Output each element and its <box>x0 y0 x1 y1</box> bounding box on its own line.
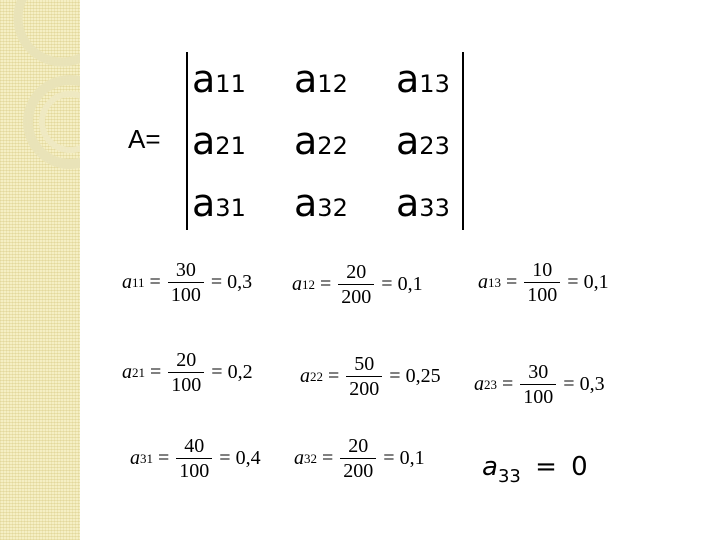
numerator: 30 <box>175 259 196 281</box>
formula-var: a <box>122 271 132 293</box>
formula-var: a <box>474 373 484 395</box>
formula-a11 <box>122 260 252 305</box>
equals-sign: = <box>383 447 395 469</box>
formula-var: a <box>294 447 304 469</box>
matrix-entry-a23: a23 <box>396 119 450 163</box>
formula-a21 <box>122 350 253 395</box>
formula-var: a <box>122 361 132 383</box>
matrix <box>186 52 464 230</box>
formula-sub: 33 <box>497 466 521 487</box>
equals-sign: = <box>320 273 332 295</box>
equals-sign: = <box>158 447 170 469</box>
equals-sign: = <box>149 271 161 293</box>
equals-sign: = <box>535 452 557 482</box>
formula-result: 0,2 <box>227 361 253 383</box>
denominator: 100 <box>168 372 204 395</box>
formula-a31 <box>130 436 261 481</box>
formula-var: a <box>478 271 488 293</box>
formula-var: a <box>482 452 498 482</box>
fraction <box>520 362 556 407</box>
formula-var: a <box>292 273 302 295</box>
matrix-entry-a33: a33 <box>396 181 450 225</box>
denominator: 100 <box>176 458 212 481</box>
formula-result: 0,4 <box>235 447 261 469</box>
fraction <box>338 262 374 307</box>
denominator: 200 <box>338 284 374 307</box>
matrix-entry-a11: a11 <box>192 57 246 101</box>
numerator: 20 <box>346 261 367 283</box>
formula-result: 0,3 <box>227 271 253 293</box>
formula-a33 <box>482 452 588 487</box>
formula-a23 <box>474 362 605 407</box>
denominator: 100 <box>520 384 556 407</box>
fraction <box>346 354 382 399</box>
numerator: 10 <box>532 259 553 281</box>
fraction <box>168 350 204 395</box>
formula-sub: 11 <box>132 274 145 290</box>
matrix-left-bar <box>186 52 188 230</box>
matrix-entry-a12: a12 <box>294 57 348 101</box>
equals-sign: = <box>389 365 401 387</box>
equals-sign: = <box>502 373 514 395</box>
equals-sign: = <box>210 271 223 293</box>
equals-sign: = <box>506 271 518 293</box>
denominator: 200 <box>346 376 382 399</box>
equals-sign: = <box>150 361 162 383</box>
numerator: 50 <box>354 353 375 375</box>
denominator: 100 <box>168 282 204 305</box>
matrix-right-bar <box>462 52 464 230</box>
fraction <box>340 436 376 481</box>
formula-result: 0,3 <box>579 373 605 395</box>
decorative-rings <box>0 0 80 540</box>
formula-var: a <box>300 365 310 387</box>
matrix-entry-a22: a22 <box>294 119 348 163</box>
formula-result: 0 <box>571 452 588 482</box>
equals-sign: = <box>563 373 575 395</box>
fraction <box>176 436 212 481</box>
equals-sign: = <box>219 447 231 469</box>
denominator: 100 <box>524 282 560 305</box>
ring-top <box>18 0 80 62</box>
formula-sub: 32 <box>304 450 317 466</box>
formula-result: 0,1 <box>583 271 609 293</box>
equals-sign: = <box>211 361 223 383</box>
formula-result: 0,25 <box>405 365 441 387</box>
formula-a32 <box>294 436 425 481</box>
matrix-entry-a21: a21 <box>192 119 246 163</box>
numerator: 30 <box>528 361 549 383</box>
formula-result: 0,1 <box>399 447 425 469</box>
equals-sign: = <box>567 271 579 293</box>
matrix-label: A= <box>128 124 161 154</box>
formula-sub: 23 <box>484 376 497 392</box>
numerator: 20 <box>176 349 197 371</box>
formula-a13 <box>478 260 609 305</box>
fraction <box>168 260 204 305</box>
equals-sign: = <box>322 447 334 469</box>
numerator: 40 <box>184 435 205 457</box>
formula-sub: 22 <box>310 368 323 384</box>
decorative-side-strip <box>0 0 80 540</box>
numerator: 20 <box>348 435 369 457</box>
formula-var: a <box>130 447 140 469</box>
formula-sub: 13 <box>488 274 501 290</box>
formula-result: 0,1 <box>397 273 423 295</box>
equals-sign: = <box>328 365 340 387</box>
matrix-entry-a31: a31 <box>192 181 246 225</box>
formula-a12 <box>292 262 423 307</box>
matrix-entry-a32: a32 <box>294 181 348 225</box>
formula-sub: 12 <box>302 276 315 292</box>
ring-middle-inner <box>42 94 80 150</box>
formula-sub: 31 <box>140 450 153 466</box>
equals-sign: = <box>381 273 393 295</box>
denominator: 200 <box>340 458 376 481</box>
matrix-entry-a13: a13 <box>396 57 450 101</box>
fraction <box>524 260 560 305</box>
formula-sub: 21 <box>132 364 145 380</box>
formula-a22 <box>300 354 441 399</box>
